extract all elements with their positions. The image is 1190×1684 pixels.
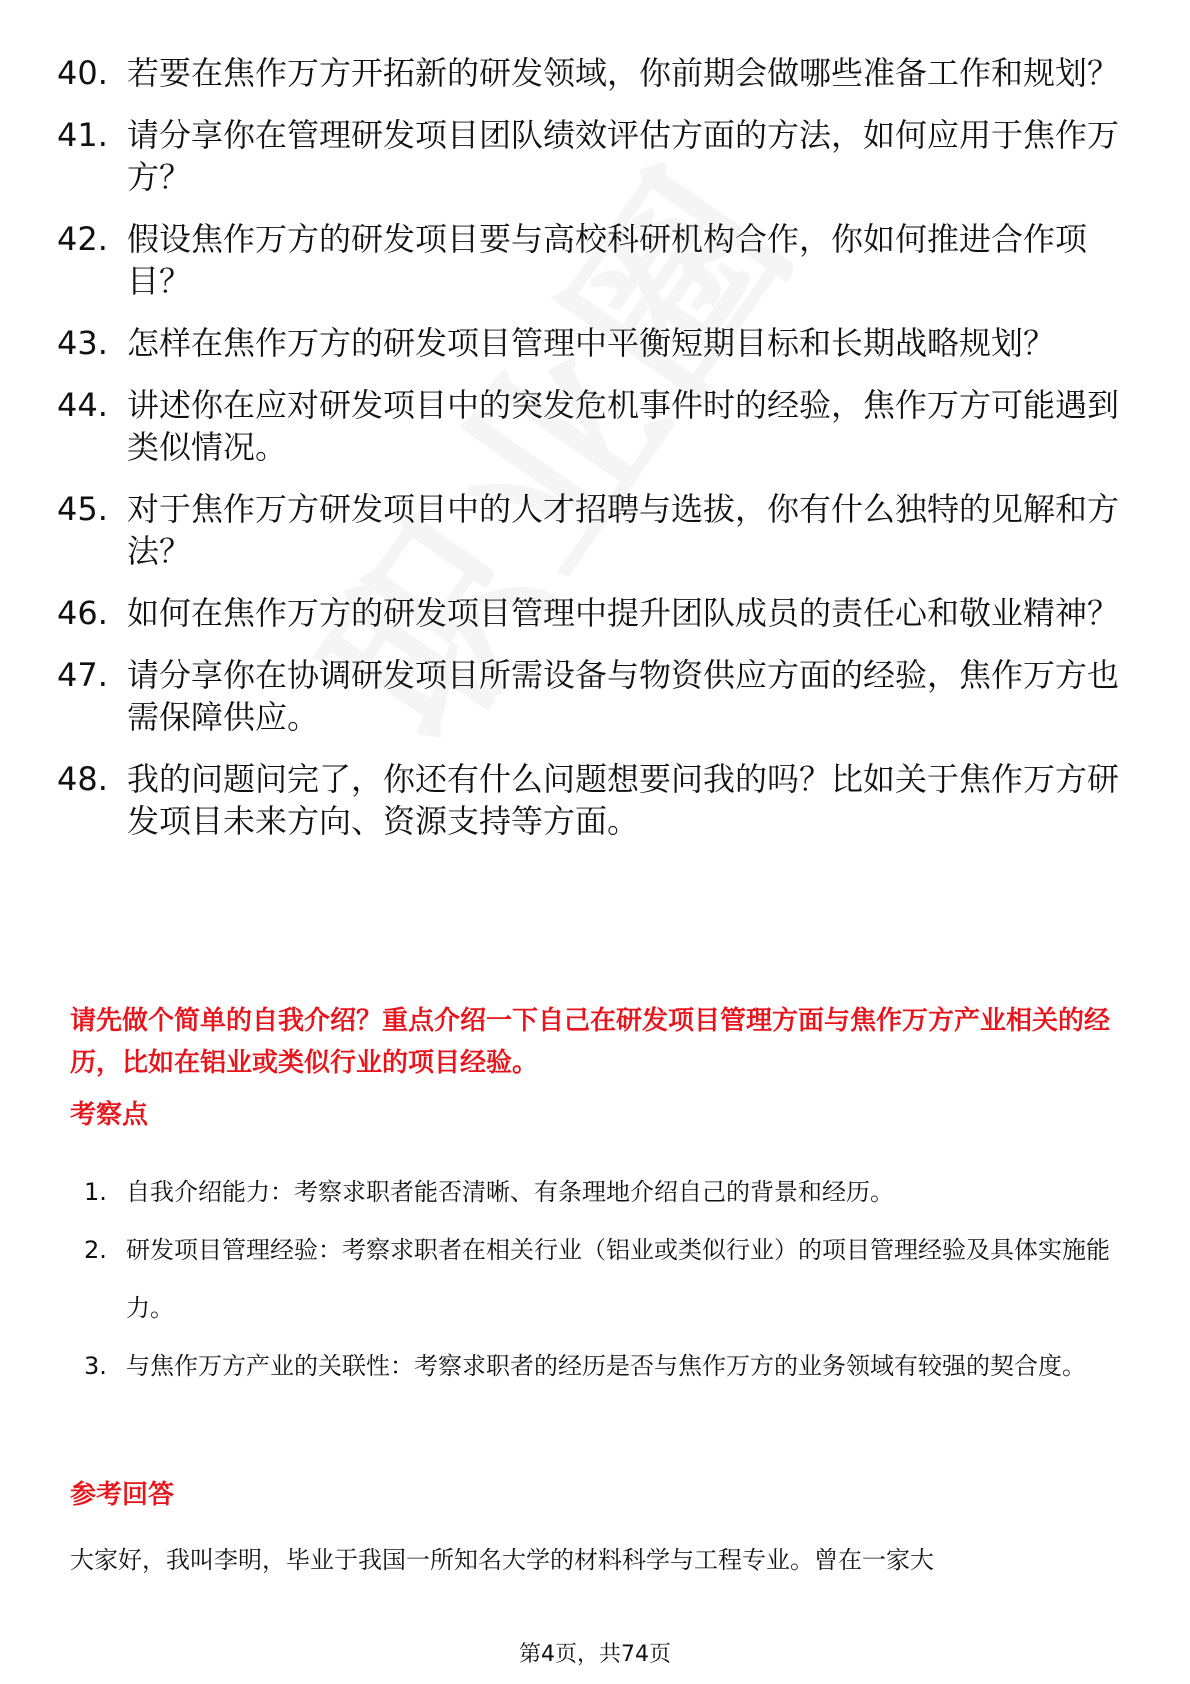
question-number: 47. xyxy=(57,656,108,694)
question-number: 44. xyxy=(57,386,108,424)
reference-heading: 参考回答 xyxy=(70,1480,175,1510)
assessment-text: 与焦作万方产业的关联性：考察求职者的经历是否与焦作万方的业务领域有较强的契合度。 xyxy=(126,1352,1086,1380)
question-number: 42. xyxy=(57,220,108,258)
question-item xyxy=(57,654,1137,738)
assessment-number: 1. xyxy=(84,1178,107,1206)
page-footer: 第4页，共74页 xyxy=(519,1642,671,1667)
question-text: 讲述你在应对研发项目中的突发危机事件时的经验，焦作万方可能遇到类似情况。 xyxy=(127,386,1120,466)
question-text: 我的问题问完了，你还有什么问题想要问我的吗？比如关于焦作万方研发项目未来方向、资源支持等方面。 xyxy=(127,760,1120,840)
highlight-question: 请先做个简单的自我介绍？重点介绍一下自己在研发项目管理方面与焦作万方产业相关的经历，比如在铝业或类似行业的项目经验。 xyxy=(70,1006,1111,1078)
question-text: 怎样在焦作万方的研发项目管理中平衡短期目标和长期战略规划？ xyxy=(127,324,1056,362)
question-number: 46. xyxy=(57,594,108,632)
question-number: 45. xyxy=(57,490,108,528)
question-item xyxy=(57,322,1137,364)
question-text: 若要在焦作万方开拓新的研发领域，你前期会做哪些准备工作和规划？ xyxy=(127,54,1120,92)
question-text: 对于焦作万方研发项目中的人才招聘与选拔，你有什么独特的见解和方法？ xyxy=(127,490,1120,570)
question-item xyxy=(57,52,1137,94)
question-item xyxy=(57,488,1137,572)
question-item xyxy=(57,758,1137,842)
question-text: 假设焦作万方的研发项目要与高校科研机构合作，你如何推进合作项目？ xyxy=(127,220,1088,300)
question-number: 43. xyxy=(57,324,108,362)
assessment-text: 研发项目管理经验：考察求职者在相关行业（铝业或类似行业）的项目管理经验及具体实施能力。 xyxy=(126,1236,1110,1322)
question-number: 40. xyxy=(57,54,108,92)
question-list xyxy=(57,52,1137,862)
question-item xyxy=(57,592,1137,634)
assessment-item xyxy=(70,1221,1130,1337)
question-item xyxy=(57,384,1137,468)
assessment-number: 2. xyxy=(84,1236,107,1264)
question-item xyxy=(57,114,1137,198)
question-text: 请分享你在管理研发项目团队绩效评估方面的方法，如何应用于焦作万方？ xyxy=(127,116,1120,196)
assessment-number: 3. xyxy=(84,1352,107,1380)
question-text: 请分享你在协调研发项目所需设备与物资供应方面的经验，焦作万方也需保障供应。 xyxy=(127,656,1120,736)
question-number: 41. xyxy=(57,116,108,154)
assessment-heading: 考察点 xyxy=(70,1100,149,1130)
reference-answer: 大家好，我叫李明，毕业于我国一所知名大学的材料科学与工程专业。曾在一家大 xyxy=(70,1546,934,1574)
assessment-item xyxy=(70,1337,1130,1395)
question-item xyxy=(57,218,1137,302)
question-text: 如何在焦作万方的研发项目管理中提升团队成员的责任心和敬业精神？ xyxy=(127,594,1120,632)
question-number: 48. xyxy=(57,760,108,798)
assessment-list xyxy=(70,1163,1130,1395)
assessment-text: 自我介绍能力：考察求职者能否清晰、有条理地介绍自己的背景和经历。 xyxy=(126,1178,894,1206)
assessment-item xyxy=(70,1163,1130,1221)
